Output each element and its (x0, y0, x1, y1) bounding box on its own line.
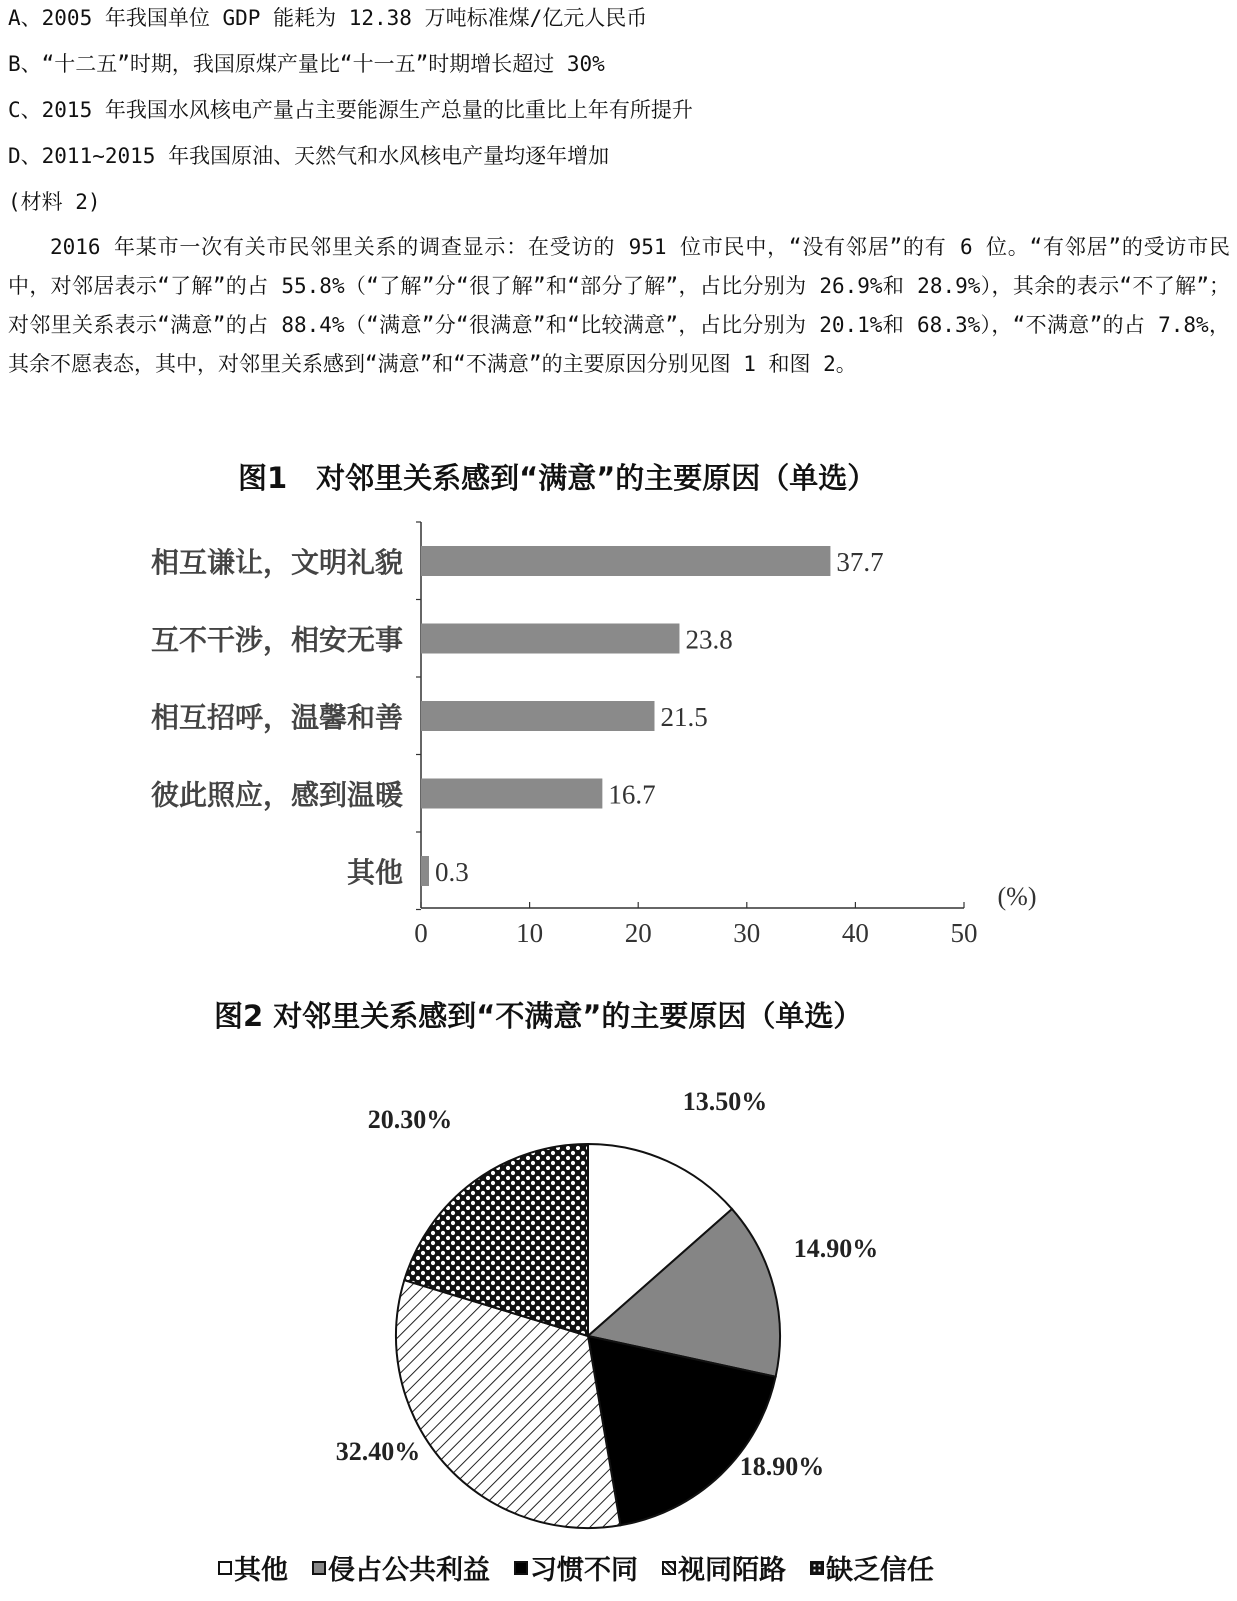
legend-label: 侵占公共利益 (328, 1555, 490, 1586)
x-tick-label: 40 (841, 918, 869, 948)
legend-swatch-white (218, 1561, 232, 1575)
legend-item-trust (810, 1548, 934, 1587)
pie-slice-label: 13.50% (682, 1087, 768, 1116)
bar-value-label: 0.3 (435, 857, 469, 887)
legend-item-public-interest (312, 1548, 490, 1587)
material-paragraph: 2016 年某市一次有关市民邻里关系的调查显示：在受访的 951 位市民中，“没有邻居”的有 6 位。“有邻居”的受访市民中，对邻居表示“了解”的占 55.8%（“了解”分“很了解”和“部分了解”，占比分别为 26.9%和 28.9%），其余的表示“不了解”；对邻里关系表示“满意”的占 88.4%（“满意”分“很满意”和“比较满意”，占比分别为 20.1%和 68.3%），“不满意”的占 7.8%，其余不愿表态，其中，对邻里关系感到“满意”和“不满意”的主要原因分别见图 1 和图 2。 (8, 235, 1230, 376)
bar (421, 546, 830, 576)
x-tick-label: 50 (950, 918, 978, 948)
x-tick-label: 20 (624, 918, 652, 948)
fig1-title: 图1 对邻里关系感到“满意”的主要原因（单选） (238, 461, 877, 495)
bar (421, 701, 654, 731)
legend-swatch-dots (810, 1561, 824, 1575)
pie-slice-label: 18.90% (739, 1452, 825, 1481)
x-axis-unit-label: (%) (997, 882, 1037, 911)
pie-legend (218, 1548, 934, 1587)
material-label: (材料 2) (8, 190, 101, 214)
legend-label: 习惯不同 (530, 1555, 638, 1586)
bar-value-label: 37.7 (836, 547, 884, 577)
legend-item-strangers (662, 1548, 786, 1587)
legend-label: 其他 (234, 1555, 288, 1586)
bar (421, 624, 679, 654)
option-c: C、2015 年我国水风核电产量占主要能源生产总量的比重比上年有所提升 (8, 98, 693, 122)
x-tick-label: 30 (733, 918, 761, 948)
legend-label: 视同陌路 (678, 1555, 786, 1586)
legend-swatch-hatch (662, 1561, 676, 1575)
bar-value-label: 16.7 (608, 779, 656, 810)
category-label: 相互谦让，文明礼貌 (150, 548, 403, 579)
pie-chart (0, 1060, 1237, 1540)
option-a: A、2005 年我国单位 GDP 能耗为 12.38 万吨标准煤/亿元人民币 (8, 6, 648, 30)
category-label: 互不干涉，相安无事 (150, 625, 403, 657)
fig2-title: 图2 对邻里关系感到“不满意”的主要原因（单选） (214, 999, 863, 1033)
category-label: 彼此照应，感到温暖 (150, 780, 403, 812)
legend-item-habits (514, 1548, 638, 1587)
bar-chart (0, 510, 1237, 960)
pie-slice-label: 32.40% (335, 1437, 421, 1466)
legend-swatch-black (514, 1561, 528, 1575)
option-b: B、“十二五”时期，我国原煤产量比“十一五”时期增长超过 30% (8, 52, 605, 76)
legend-label: 缺乏信任 (826, 1555, 934, 1586)
x-tick-label: 10 (516, 918, 544, 948)
bar (421, 779, 602, 809)
legend-swatch-gray (312, 1561, 326, 1575)
x-tick-label: 0 (414, 918, 428, 948)
pie-slice-label: 14.90% (793, 1234, 879, 1263)
category-label: 相互招呼，温馨和善 (150, 703, 403, 734)
category-label: 其他 (346, 858, 403, 889)
option-d: D、2011~2015 年我国原油、天然气和水风核电产量均逐年增加 (8, 144, 610, 168)
bar-value-label: 23.8 (685, 624, 733, 655)
bar (421, 856, 429, 886)
pie-slice-label: 20.30% (367, 1105, 453, 1134)
bar-value-label: 21.5 (660, 702, 708, 732)
legend-item-other (218, 1548, 288, 1587)
